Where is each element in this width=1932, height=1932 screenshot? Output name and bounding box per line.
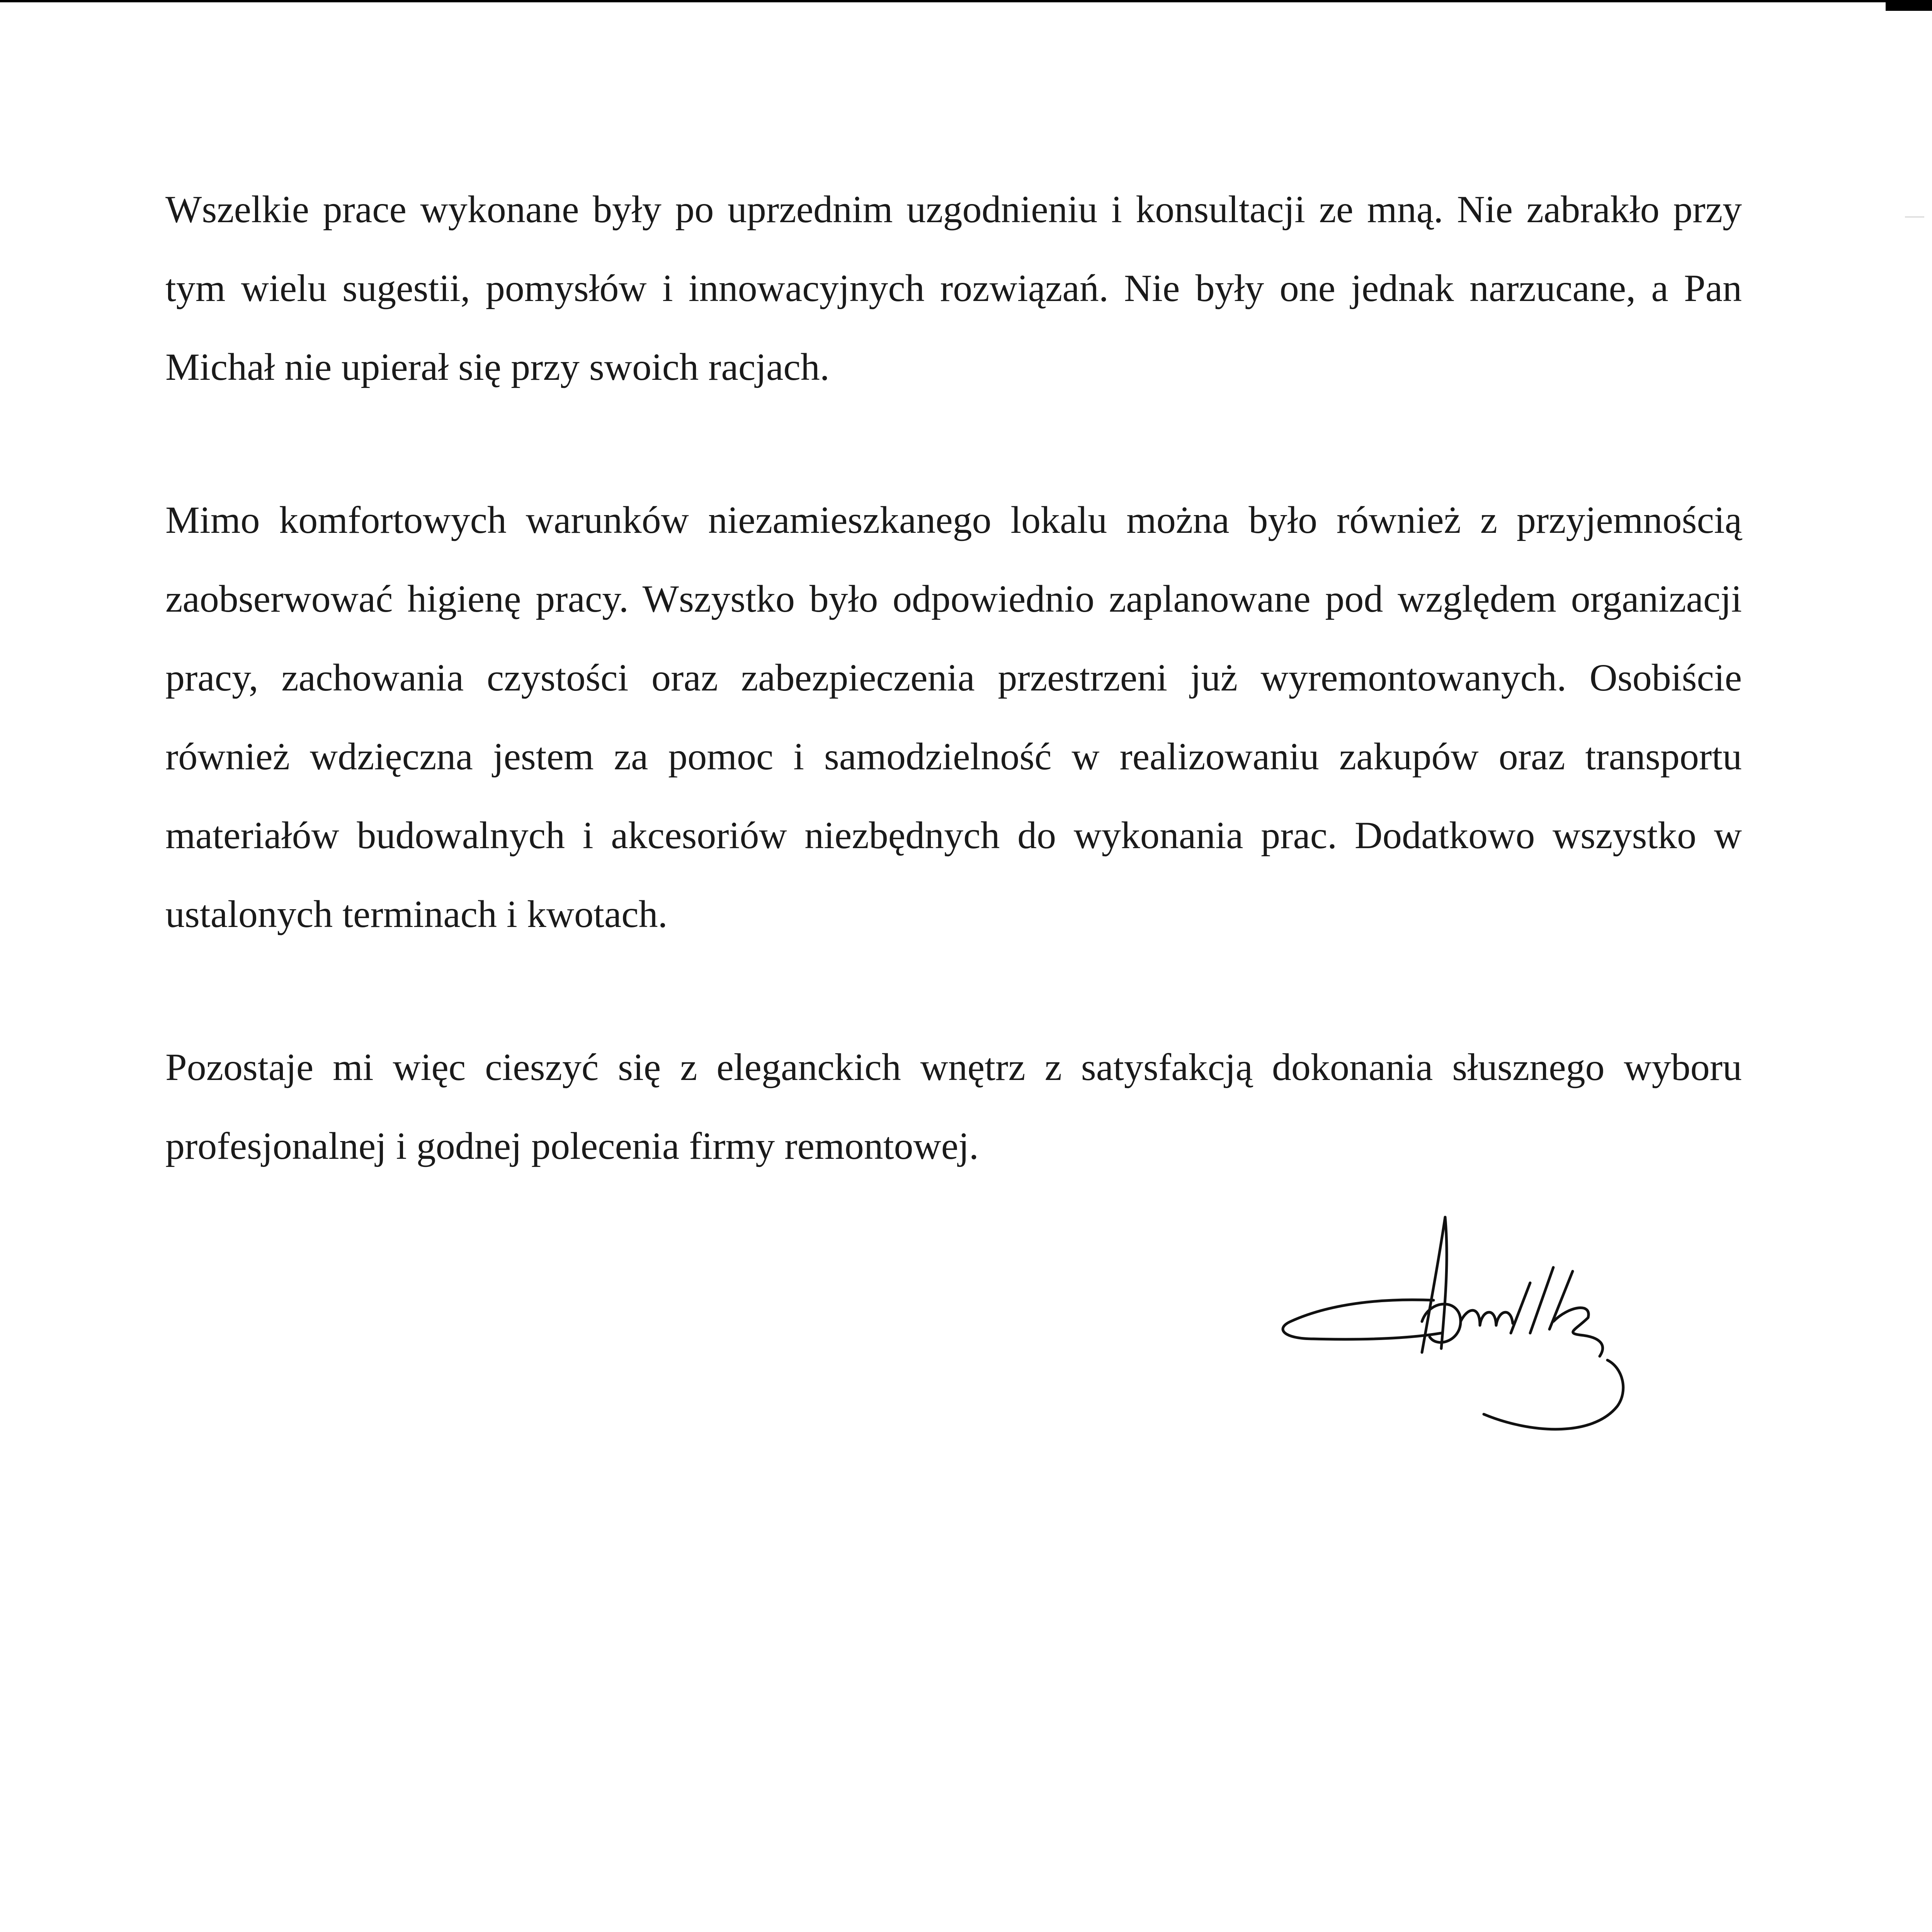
- scan-border-top: [0, 0, 1932, 2]
- paragraph-conclusion: Pozostaje mi więc cieszyć się z eleganckich wnętrz z satysfakcją dokonania słusznego wyboru profesjonalnej i godnej polecenia firmy remontowej.: [165, 1046, 1742, 1167]
- handwritten-signature-icon: [1260, 1206, 1654, 1484]
- paragraph-work-hygiene: Mimo komfortowych warunków niezamieszkanego lokalu można było również z przyjemnością zaobserwować higienę pracy. Wszystko było odpowiednio zaplanowane pod względem organizacji pracy, zachowania czystości oraz zabezpieczenia przestrzeni już wyremontowanych. Osobiście również wdzięczna jestem za pomoc i samodzielność w realizowaniu zakupów oraz transportu materiałów budowalnych i akcesoriów niezbędnych do wykonania prac. Dodatkowo wszystko w ustalonych terminach i kwotach.: [165, 498, 1742, 935]
- paragraph-consultation: Wszelkie prace wykonane były po uprzednim uzgodnieniu i konsultacji ze mną. Nie zabrakło przy tym wielu sugestii, pomysłów i innowacyjnych rozwiązań. Nie były one jednak narzucane, a Pan Michał nie upierał się przy swoich racjach.: [165, 188, 1742, 388]
- scan-border-corner: [1886, 0, 1932, 11]
- scan-border-right-mark: [1905, 216, 1924, 218]
- letter-body: [165, 170, 1742, 1260]
- signature: [1260, 1206, 1654, 1484]
